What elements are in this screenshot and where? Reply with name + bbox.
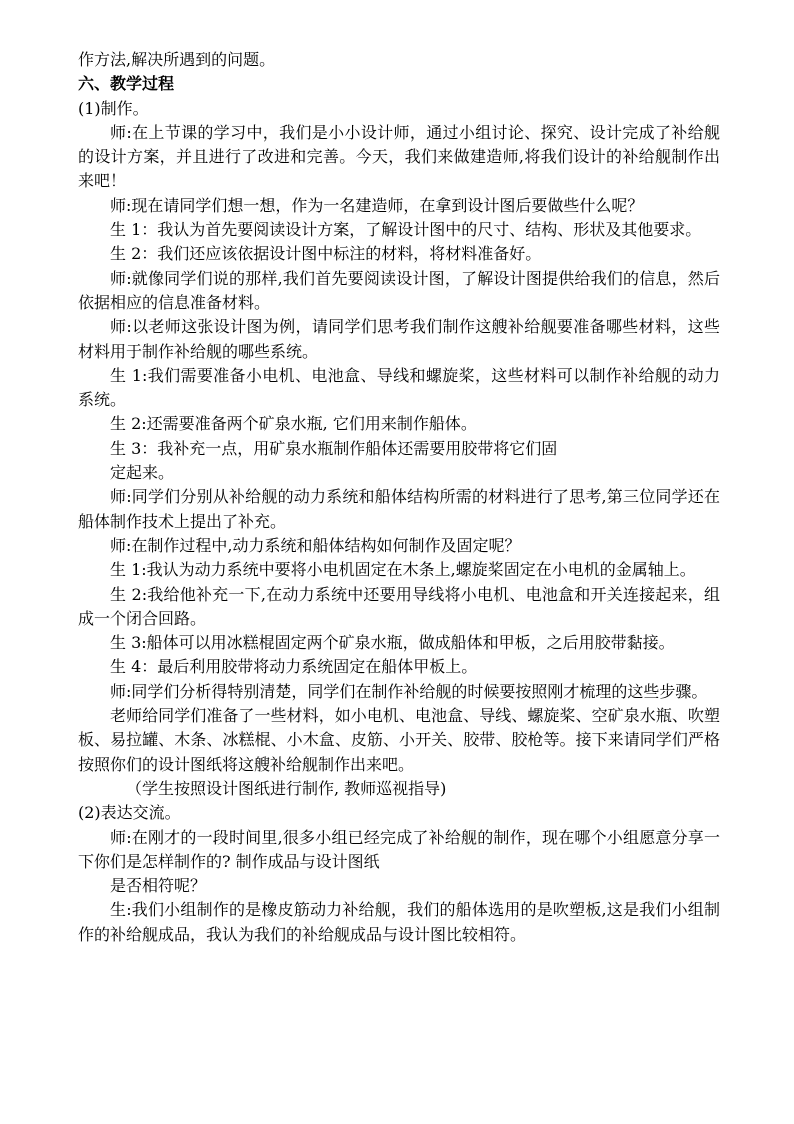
paragraph: 作方法,解决所遇到的问题。	[78, 50, 276, 69]
document-body	[78, 48, 720, 947]
subsection-heading: (2)表达交流。	[78, 803, 181, 823]
paragraph: 定起来。	[110, 463, 175, 483]
paragraph: 师:就像同学们说的那样,我们首先要阅读设计图，了解设计图提供给我们的信息，然后依据相应的信息准备材料。	[78, 268, 720, 312]
paragraph: 生 1:我们需要准备小电机、电池盒、导线和螺旋桨，这些材料可以制作补给舰的动力系统。	[78, 365, 720, 410]
paragraph: 师:在上节课的学习中，我们是小小设计师，通过小组讨论、探究、设计完成了补给舰的设计方案，并且进行了改进和完善。今天，我们来做建造师,将我们设计的补给舰制作出来吧！	[78, 122, 720, 191]
paragraph: 师:在刚才的一段时间里,很多小组已经完成了补给舰的制作，现在哪个小组愿意分享一下你们是怎样制作的? 制作成品与设计图纸	[78, 827, 720, 871]
subsection-heading: (1)制作。	[78, 98, 149, 118]
paragraph: 师:在制作过程中,动力系统和船体结构如何制作及固定呢？	[110, 535, 521, 555]
paragraph: 生 3：我补充一点，用矿泉水瓶制作船体还需要用胶带将它们固	[110, 438, 558, 458]
paragraph: 生 1:我认为动力系统中要将小电机固定在木条上,螺旋桨固定在小电机的金属轴上。	[110, 560, 696, 580]
paragraph: 生 2:我给他补充一下,在动力系统中还要用导线将小电机、电池盒和开关连接起来，组成一个闭合回路。	[78, 584, 720, 628]
paragraph: 师:同学们分别从补给舰的动力系统和船体结构所需的材料进行了思考,第三位同学还在船体制作技术上提出了补充。	[78, 487, 720, 531]
paragraph: 生 3:船体可以用冰糕棍固定两个矿泉水瓶，做成船体和甲板，之后用胶带黏接。	[110, 633, 675, 653]
section-heading: 六、教学过程	[78, 74, 175, 94]
paragraph: 生 2：我们还应该依据设计图中标注的材料，将材料准备好。	[110, 244, 542, 264]
paragraph: 生 4：最后利用胶带将动力系统固定在船体甲板上。	[110, 657, 478, 677]
paragraph: 师:现在请同学们想一想，作为一名建造师，在拿到设计图后要做些什么呢？	[110, 195, 644, 215]
paragraph: 师:以老师这张设计图为例，请同学们思考我们制作这艘补给舰要准备哪些材料，这些材料用于制作补给舰的哪些系统。	[78, 317, 720, 361]
paragraph: 老师给同学们准备了一些材料，如小电机、电池盒、导线、螺旋桨、空矿泉水瓶、吹塑板、易拉罐、木条、冰糕棍、小木盒、皮筋、小开关、胶带、胶枪等。接下来请同学们严格按照你们的设计图纸将这艘补给舰制作出来吧。	[78, 706, 720, 774]
paragraph: 生:我们小组制作的是橡皮筋动力补给舰，我们的船体选用的是吹塑板,这是我们小组制作的补给舰成品，我认为我们的补给舰成品与设计图比较相符。	[78, 900, 720, 944]
paragraph: 是否相符呢？	[110, 876, 207, 896]
paragraph: 生 2:还需要准备两个矿泉水瓶, 它们用来制作船体。	[110, 414, 477, 434]
stage-direction: （学生按照设计图纸进行制作, 教师巡视指导)	[126, 778, 447, 798]
paragraph: 师:同学们分析得特别清楚，同学们在制作补给舰的时候要按照刚才梳理的这些步骤。	[110, 681, 708, 701]
paragraph: 生 1：我认为首先要阅读设计方案，了解设计图中的尺寸、结构、形状及其他要求。	[110, 220, 702, 240]
